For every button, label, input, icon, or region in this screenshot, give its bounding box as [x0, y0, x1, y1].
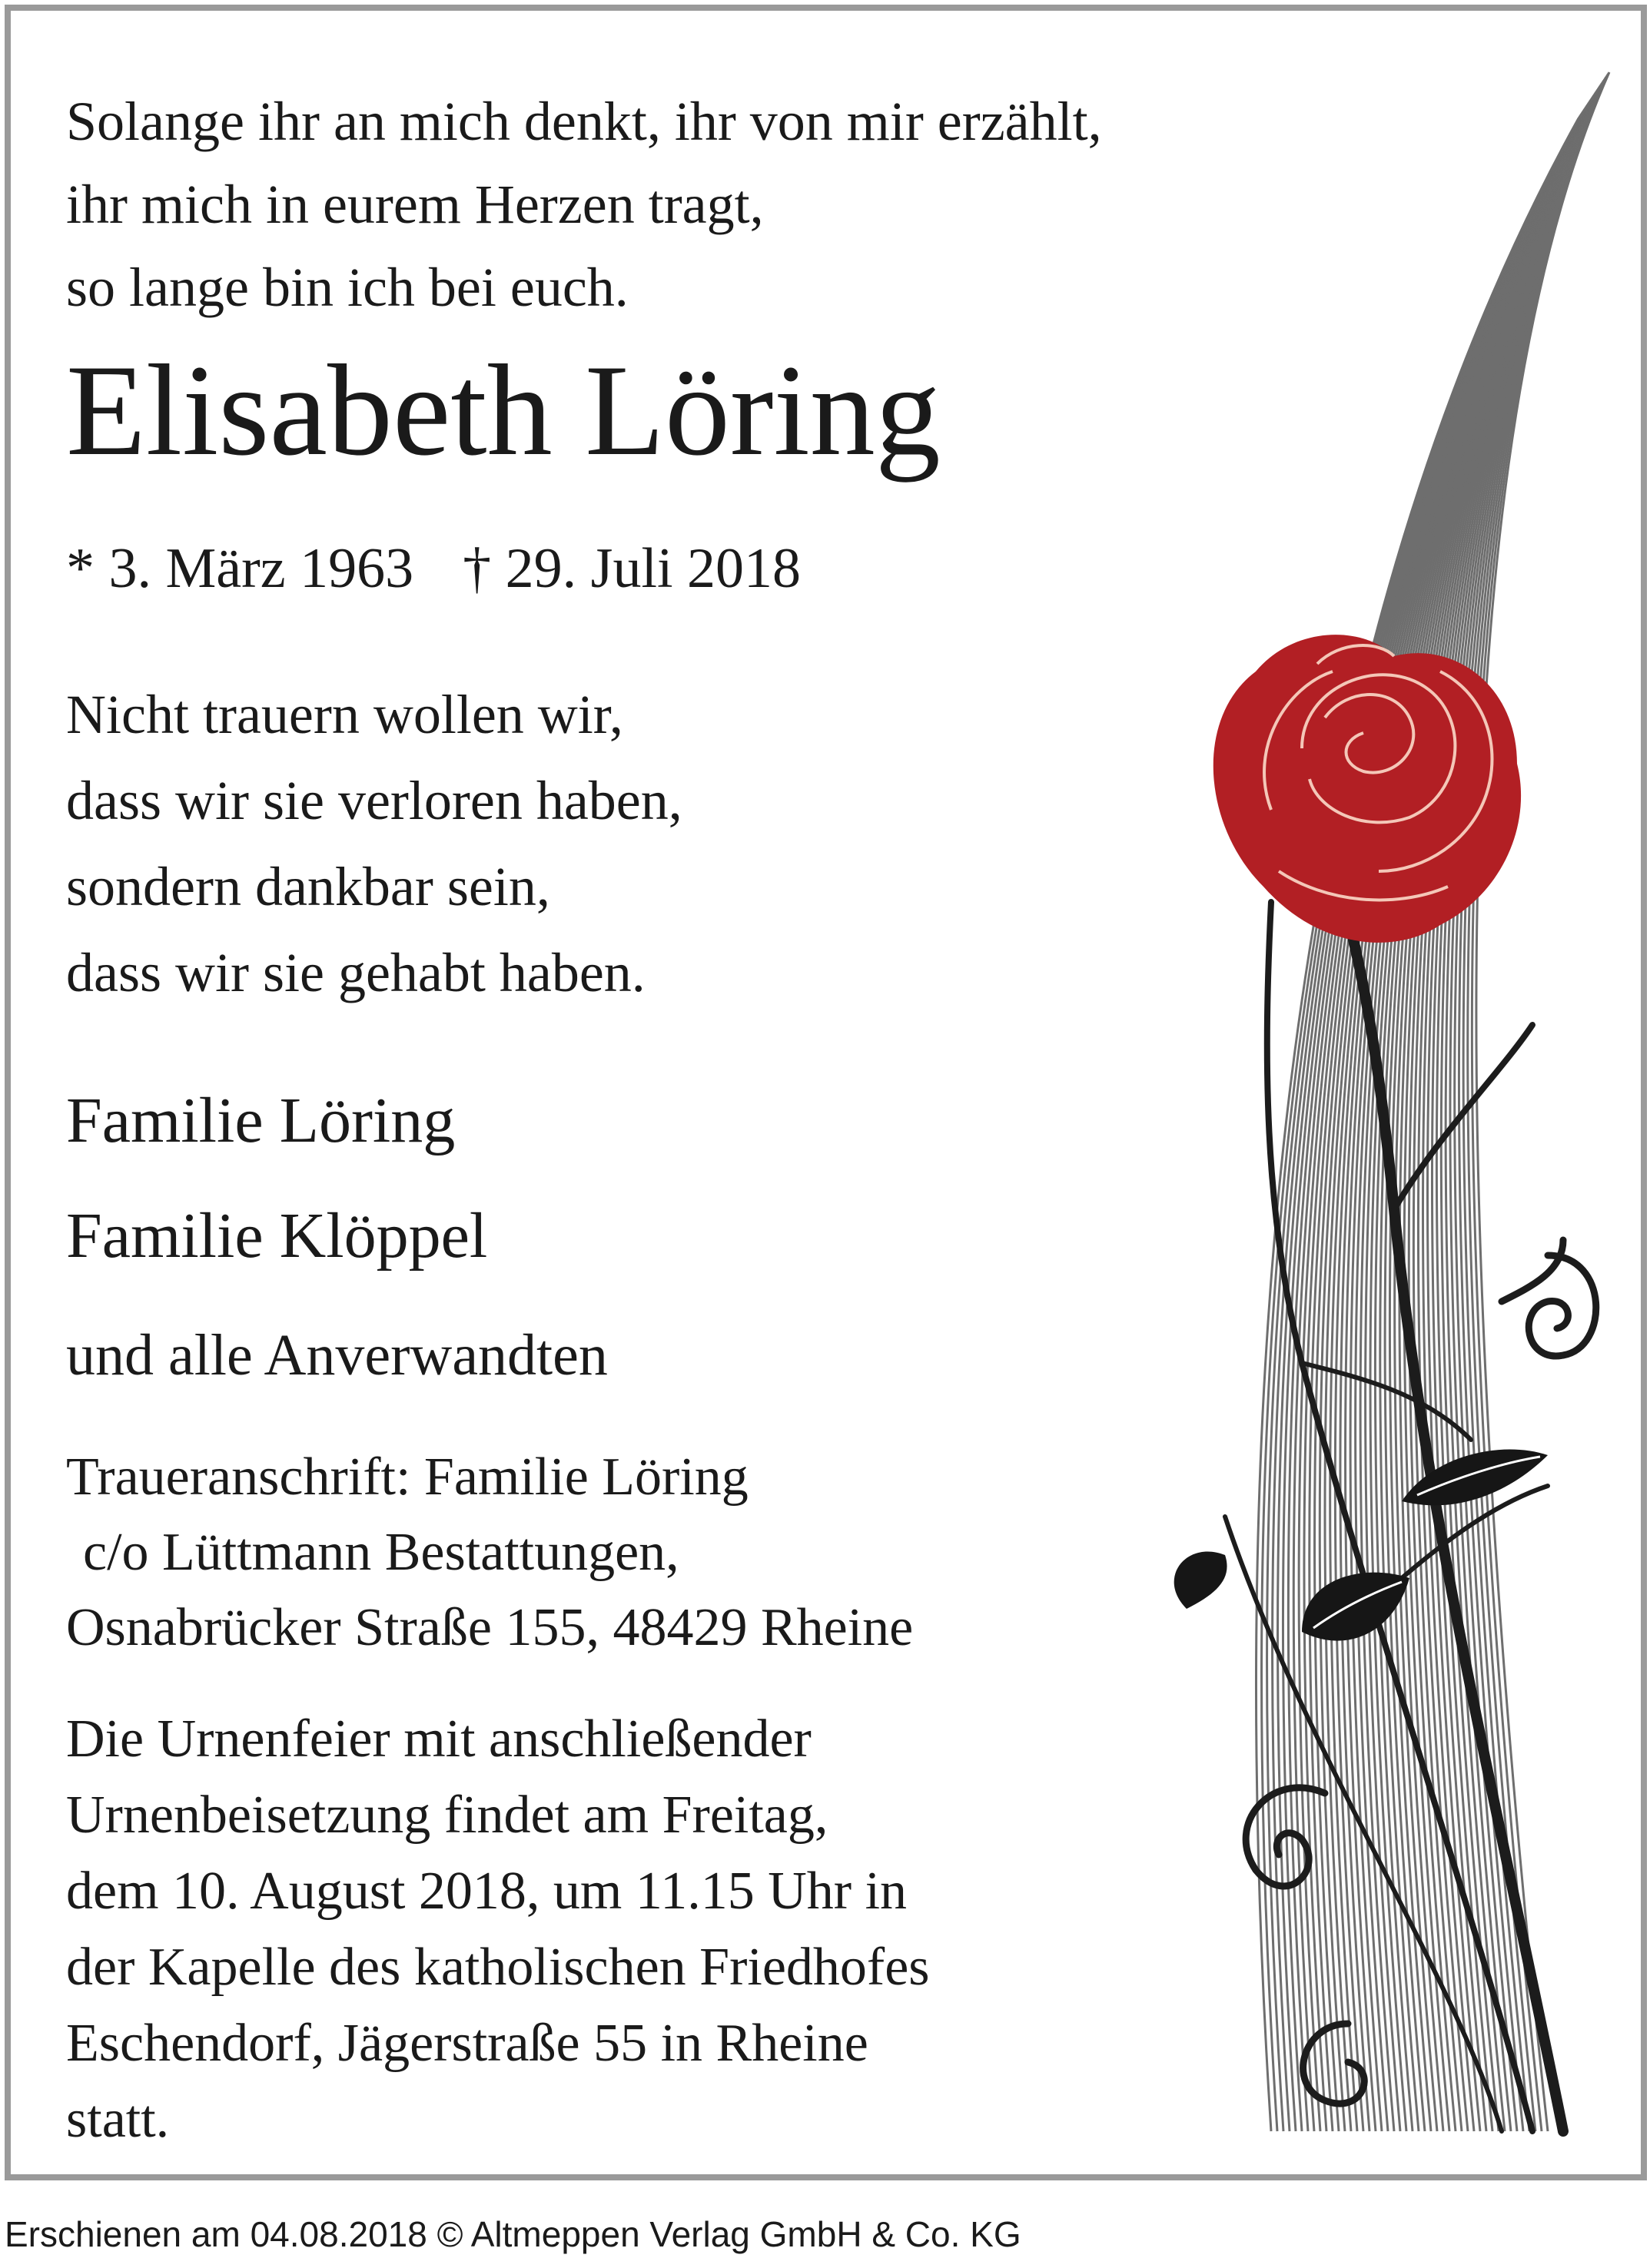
ceremony-line: dem 10. August 2018, um 11.15 Uhr in [66, 1862, 908, 1921]
closing-verse-line: Nicht trauern wollen wir, [66, 684, 623, 745]
ceremony-line: Eschendorf, Jägerstraße 55 in Rheine [66, 2014, 868, 2073]
opening-verse [66, 80, 1102, 329]
family-loering: Familie Löring [66, 1085, 456, 1156]
relatives-line: und alle Anverwandten [66, 1323, 608, 1388]
ceremony-line: der Kapelle des katholischen Friedhofes [66, 1938, 930, 1997]
opening-verse-line: so lange bin ich bei euch. [66, 257, 629, 318]
ceremony-line: statt. [66, 2090, 170, 2149]
feather-lines [1256, 72, 1609, 2131]
ceremony-line: Urnenbeisetzung findet am Freitag, [66, 1786, 828, 1845]
rose-bloom [1213, 635, 1521, 943]
ceremony-line: Die Urnenfeier mit anschließender [66, 1709, 812, 1769]
closing-verse [66, 671, 682, 1016]
address-line: c/o Lüttmann Bestattungen, [83, 1523, 679, 1582]
opening-verse-line: ihr mich in eurem Herzen tragt, [66, 174, 764, 235]
closing-verse-line: sondern dankbar sein, [66, 856, 550, 917]
ceremony-notice [66, 1701, 930, 2157]
publication-footer: Erschienen am 04.08.2018 © Altmeppen Verlag GmbH & Co. KG [5, 2214, 1021, 2254]
birth-date: * 3. März 1963 [66, 537, 414, 600]
family-kloeppel: Familie Klöppel [66, 1200, 488, 1272]
death-date: † 29. Juli 2018 [463, 537, 802, 600]
closing-verse-line: dass wir sie gehabt haben. [66, 942, 646, 1003]
address-line: Osnabrücker Straße 155, 48429 Rheine [66, 1598, 914, 1657]
address-line: Traueranschrift: Familie Löring [66, 1447, 749, 1507]
mourning-address [66, 1440, 913, 1666]
rose-illustration [1071, 57, 1625, 2147]
obituary-frame [5, 5, 1647, 2180]
closing-verse-line: dass wir sie verloren haben, [66, 770, 682, 831]
deceased-name: Elisabeth Löring [66, 338, 941, 482]
life-dates [66, 530, 801, 607]
opening-verse-line: Solange ihr an mich denkt, ihr von mir erzählt, [66, 91, 1102, 152]
